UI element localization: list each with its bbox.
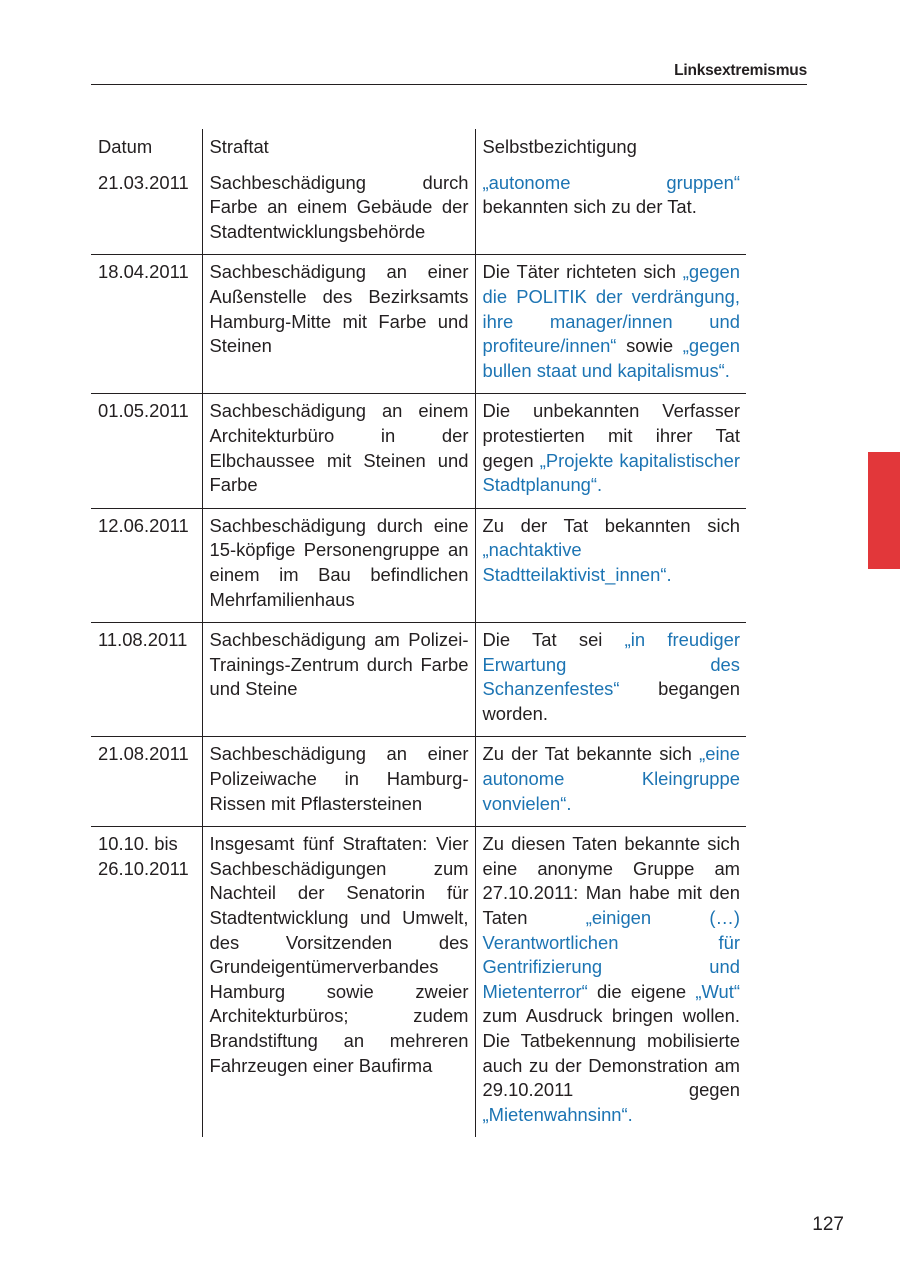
claim-text: Zu der Tat bekannten sich — [482, 514, 740, 536]
claim-text: Die Täter richteten sich — [482, 261, 683, 283]
cell-offense: Sachbeschädigung an einer Außenstelle des Bezirksamts Hamburg-Mitte mit Farbe und Steinen — [202, 255, 475, 394]
cell-offense: Sachbeschädigung durch eine 15-köpfige Personengruppe an einem im Bau befindlichen Mehrfamilienhaus — [202, 508, 475, 622]
claim-quote: „eine autonome Kleingruppe vonvielen“. — [482, 743, 740, 814]
table-row — [91, 623, 746, 737]
cell-date: 21.03.2011 — [98, 171, 189, 193]
claim-text: Zu diesen Taten bekannte sich eine anonyme Gruppe am 27.10.2011: Man habe mit den Taten — [482, 833, 740, 929]
table-row — [91, 508, 746, 622]
claim-quote: „Mietenwahnsinn“. — [482, 1103, 633, 1125]
column-header-offense: Straftat — [202, 129, 475, 166]
cell-offense: Sachbeschädigung an einem Architekturbüro in der Elbchaussee mit Steinen und Farbe — [202, 394, 475, 508]
cell-date: 21.08.2011 — [91, 737, 202, 827]
cell-claim — [475, 255, 746, 394]
table-row — [91, 166, 746, 255]
claim-text: Zu der Tat bekannte sich — [482, 743, 700, 765]
table-row — [91, 827, 746, 1138]
claim-text: begangen worden. — [482, 678, 740, 724]
table-header-row — [91, 129, 746, 166]
header-divider — [91, 84, 807, 85]
cell-date: 10.10. bis 26.10.2011 — [91, 827, 202, 1138]
cell-claim — [475, 623, 746, 737]
column-header-claim: Selbstbezichtigung — [475, 129, 746, 166]
cell-date: 18.04.2011 — [91, 255, 202, 394]
cell-offense: Sachbeschädigung durch Farbe an einem Gebäude der Stadtentwicklungsbehörde — [202, 166, 475, 255]
cell-offense: Sachbeschädigung am Polizei-Trainings-Zentrum durch Farbe und Steine — [202, 623, 475, 737]
column-header-date: Datum — [98, 136, 153, 157]
claim-text: die eigene — [587, 980, 696, 1002]
cell-date: 12.06.2011 — [91, 508, 202, 622]
cell-claim — [475, 508, 746, 622]
cell-offense: Insgesamt fünf Straftaten: Vier Sachbeschädigungen zum Nachteil der Senatorin für Stadtentwicklung und Umwelt, des Vorsitzenden des Grundeigentümerverbandes Hamburg sowie zweier Architekturbüros; zudem Brandstiftung an mehreren Fahrzeugen einer Baufirma — [202, 827, 475, 1138]
page-number: 127 — [812, 1214, 844, 1235]
cell-claim — [475, 166, 746, 255]
table-row — [91, 737, 746, 827]
claim-quote: „Wut“ — [695, 980, 740, 1002]
cell-claim — [475, 827, 746, 1138]
cell-date: 11.08.2011 — [91, 623, 202, 737]
claim-text: Die unbekannten Verfasser protestierten mit ihrer Tat gegen — [482, 400, 740, 471]
claim-text: Die Tat sei — [482, 629, 625, 651]
claim-text: bekannten sich zu der Tat. — [482, 196, 697, 218]
crime-table — [91, 129, 746, 1137]
claim-quote: „in freudiger Erwartung des Schanzenfestes“ — [482, 629, 740, 700]
claim-text: zum Ausdruck bringen wollen. Die Tatbekennung mobilisierte auch zu der Demonstration am 29.10.2011 gegen — [482, 1005, 740, 1101]
claim-text: sowie — [616, 335, 683, 357]
table-row — [91, 394, 746, 508]
table-row — [91, 255, 746, 394]
cell-claim — [475, 394, 746, 508]
claim-quote: „autonome gruppen“ — [482, 171, 740, 193]
chapter-tab-marker — [868, 452, 900, 569]
cell-date: 01.05.2011 — [91, 394, 202, 508]
cell-offense: Sachbeschädigung an einer Polizeiwache in Hamburg-Rissen mit Pflastersteinen — [202, 737, 475, 827]
claim-quote: „Projekte kapitalistischer Stadtplanung“. — [482, 449, 740, 496]
claim-quote: „einigen (…) Verantwortlichen für Gentrifizierung und Mietenterror“ — [482, 907, 740, 1002]
claim-quote: „gegen die POLITIK der verdrängung, ihre manager/innen und profiteure/innen“ — [482, 261, 740, 357]
running-header-title: Linksextremismus — [674, 62, 807, 79]
claim-quote: „nachtaktive Stadtteilaktivist_innen“. — [482, 539, 672, 585]
claim-quote: „gegen bullen staat und kapitalismus“. — [482, 335, 740, 381]
cell-claim — [475, 737, 746, 827]
